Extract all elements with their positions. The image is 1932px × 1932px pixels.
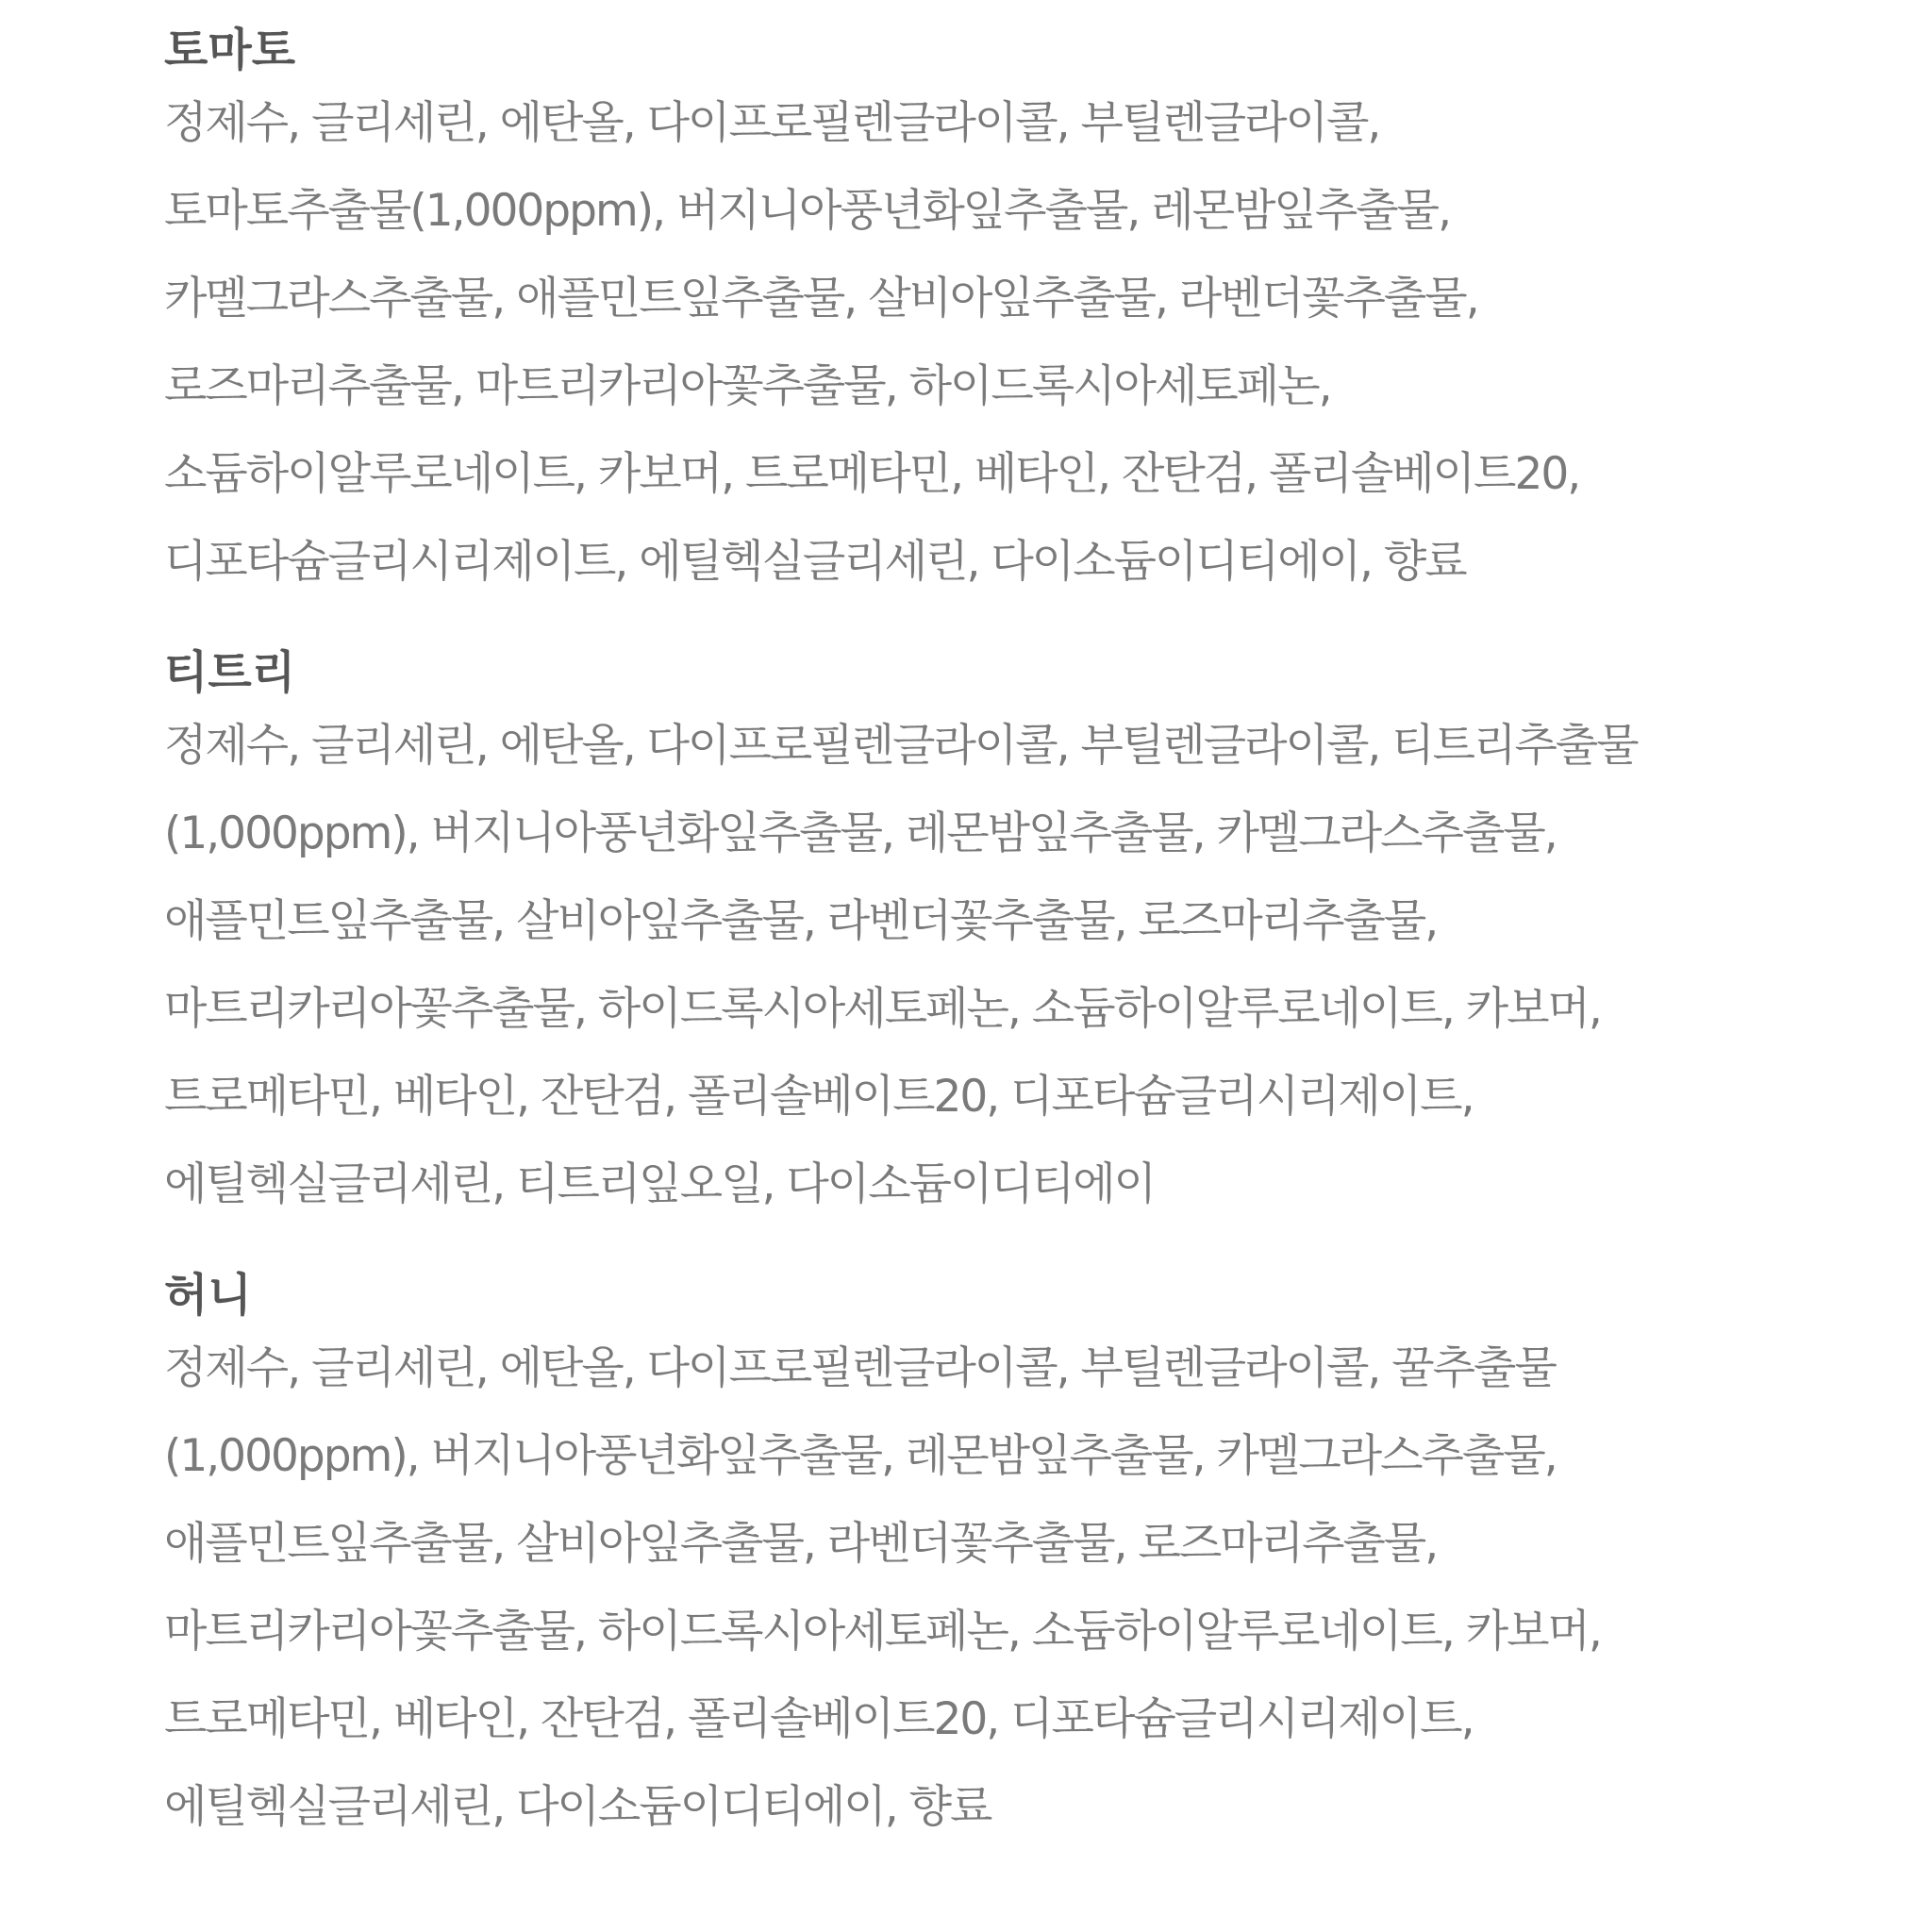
- section-title: 토마토: [164, 24, 296, 76]
- ingredients-page: [164, 21, 1862, 1889]
- ingredient-line: 카멜그라스추출물, 애플민트잎추출물, 살비아잎추출물, 라벤더꽃추출물,: [164, 273, 1478, 325]
- section-honey: [164, 1266, 1862, 1851]
- ingredient-line: 마트리카리아꽃추출물, 하이드록시아세토페논, 소듐하이알루로네이트, 카보머,: [164, 983, 1601, 1035]
- ingredient-line: 트로메타민, 베타인, 잔탄검, 폴리솔베이트20, 디포타슘글리시리제이트,: [164, 1071, 1474, 1123]
- ingredient-line: 정제수, 글리세린, 에탄올, 다이프로필렌글라이콜, 부틸렌글라이콜, 티트리추출물: [164, 720, 1638, 772]
- section-title: 티트리: [164, 646, 296, 699]
- section-title: 허니: [164, 1269, 252, 1322]
- ingredient-line: 애플민트잎추출물, 살비아잎추출물, 라벤더꽃추출물, 로즈마리추출물,: [164, 1518, 1438, 1570]
- ingredient-line: 디포타슘글리시리제이트, 에틸헥실글리세린, 다이소듐이디티에이, 향료: [164, 536, 1466, 588]
- section-tea-tree: [164, 643, 1862, 1228]
- ingredient-line: 트로메타민, 베타인, 잔탄검, 폴리솔베이트20, 디포타슘글리시리제이트,: [164, 1693, 1474, 1745]
- ingredient-line: (1,000ppm), 버지니아풍년화잎추출물, 레몬밤잎추출물, 카멜그라스추출물,: [164, 1430, 1557, 1482]
- ingredient-line: 마트리카리아꽃추출물, 하이드록시아세토페논, 소듐하이알루로네이트, 카보머,: [164, 1606, 1601, 1657]
- section-tomato: [164, 21, 1862, 606]
- ingredient-line: 정제수, 글리세린, 에탄올, 다이프로필렌글라이콜, 부틸렌글라이콜,: [164, 97, 1380, 149]
- ingredient-line: 애플민트잎추출물, 살비아잎추출물, 라벤더꽃추출물, 로즈마리추출물,: [164, 895, 1438, 947]
- ingredient-line: 정제수, 글리세린, 에탄올, 다이프로필렌글라이콜, 부틸렌글라이콜, 꿀추출물: [164, 1342, 1556, 1394]
- ingredient-line: 토마토추출물(1,000ppm), 버지니아풍년화잎추출물, 레몬밤잎추출물,: [164, 185, 1451, 237]
- ingredient-line: 로즈마리추출물, 마트리카리아꽃추출물, 하이드록시아세토페논,: [164, 360, 1331, 412]
- ingredient-line: 에틸헥실글리세린, 다이소듐이디티에이, 향료: [164, 1781, 991, 1833]
- ingredient-line: (1,000ppm), 버지니아풍년화잎추출물, 레몬밤잎추출물, 카멜그라스추출물,: [164, 808, 1557, 859]
- ingredient-line: 에틸헥실글리세린, 티트리잎오일, 다이소듐이디티에이: [164, 1158, 1156, 1210]
- ingredient-line: 소듐하이알루로네이트, 카보머, 트로메타민, 베타인, 잔탄검, 폴리솔베이트20,: [164, 448, 1580, 500]
